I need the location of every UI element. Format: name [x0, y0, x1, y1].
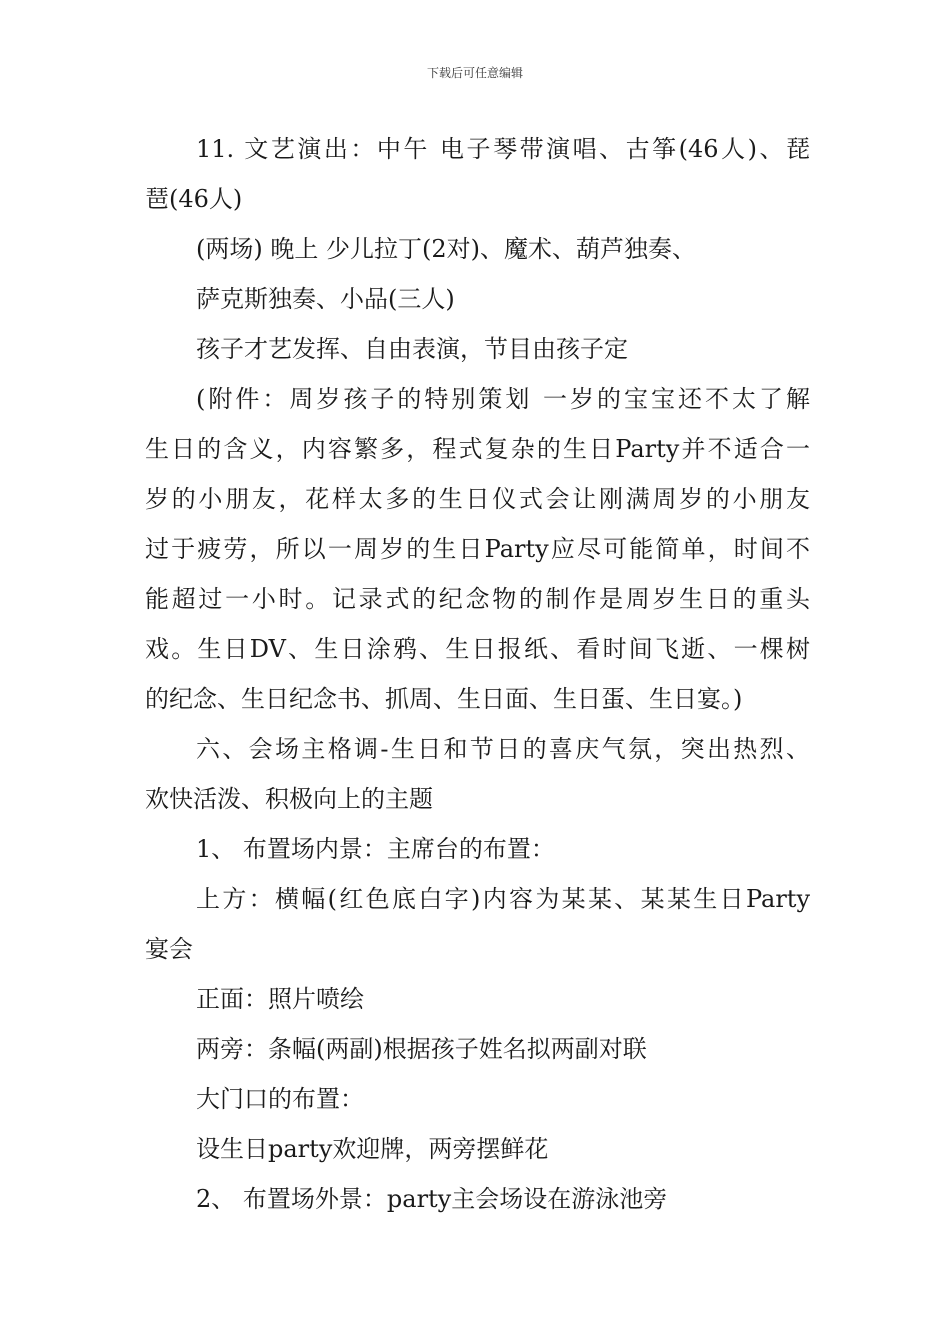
text-line: 1、 布置场内景：主席台的布置： [196, 835, 555, 863]
text-line: 生日的含义，内容繁多，程式复杂的生日Party并不适合一 [145, 435, 810, 463]
text-line: (附件：周岁孩子的特别策划 一岁的宝宝还不太了解 [196, 385, 810, 413]
text-line: 2、 布置场外景：party主会场设在游泳池旁 [196, 1185, 668, 1213]
text-line: (两场) 晚上 少儿拉丁(2对)、魔术、葫芦独奏、 [196, 235, 696, 263]
page-header-note: 下载后可任意编辑 [426, 66, 523, 80]
text-line: 岁的小朋友，花样太多的生日仪式会让刚满周岁的小朋友 [145, 485, 810, 513]
text-line: 琶(46人) [145, 185, 243, 213]
text-line: 设生日party欢迎牌，两旁摆鲜花 [196, 1135, 549, 1163]
text-line: 的纪念、生日纪念书、抓周、生日面、生日蛋、生日宴。) [145, 685, 743, 713]
text-line: 大门口的布置： [196, 1085, 364, 1113]
text-line: 欢快活泼、积极向上的主题 [145, 785, 433, 813]
document-body [145, 124, 810, 1224]
text-line: 过于疲劳，所以一周岁的生日Party应尽可能简单，时间不 [145, 535, 810, 563]
text-line: 11. 文艺演出：中午 电子琴带演唱、古筝(46人)、琵 [196, 135, 810, 163]
text-line: 孩子才艺发挥、自由表演，节目由孩子定 [196, 335, 628, 363]
text-line: 戏。生日DV、生日涂鸦、生日报纸、看时间飞逝、一棵树 [145, 635, 810, 663]
text-line: 上方：横幅(红色底白字)内容为某某、某某生日Party [196, 885, 810, 913]
text-line: 宴会 [145, 935, 193, 963]
text-line: 能超过一小时。记录式的纪念物的制作是周岁生日的重头 [145, 585, 810, 613]
text-line: 两旁：条幅(两副)根据孩子姓名拟两副对联 [196, 1035, 647, 1063]
text-line: 正面：照片喷绘 [196, 985, 364, 1013]
text-line: 六、会场主格调-生日和节日的喜庆气氛，突出热烈、 [196, 735, 810, 763]
text-line: 萨克斯独奏、小品(三人) [196, 285, 455, 313]
